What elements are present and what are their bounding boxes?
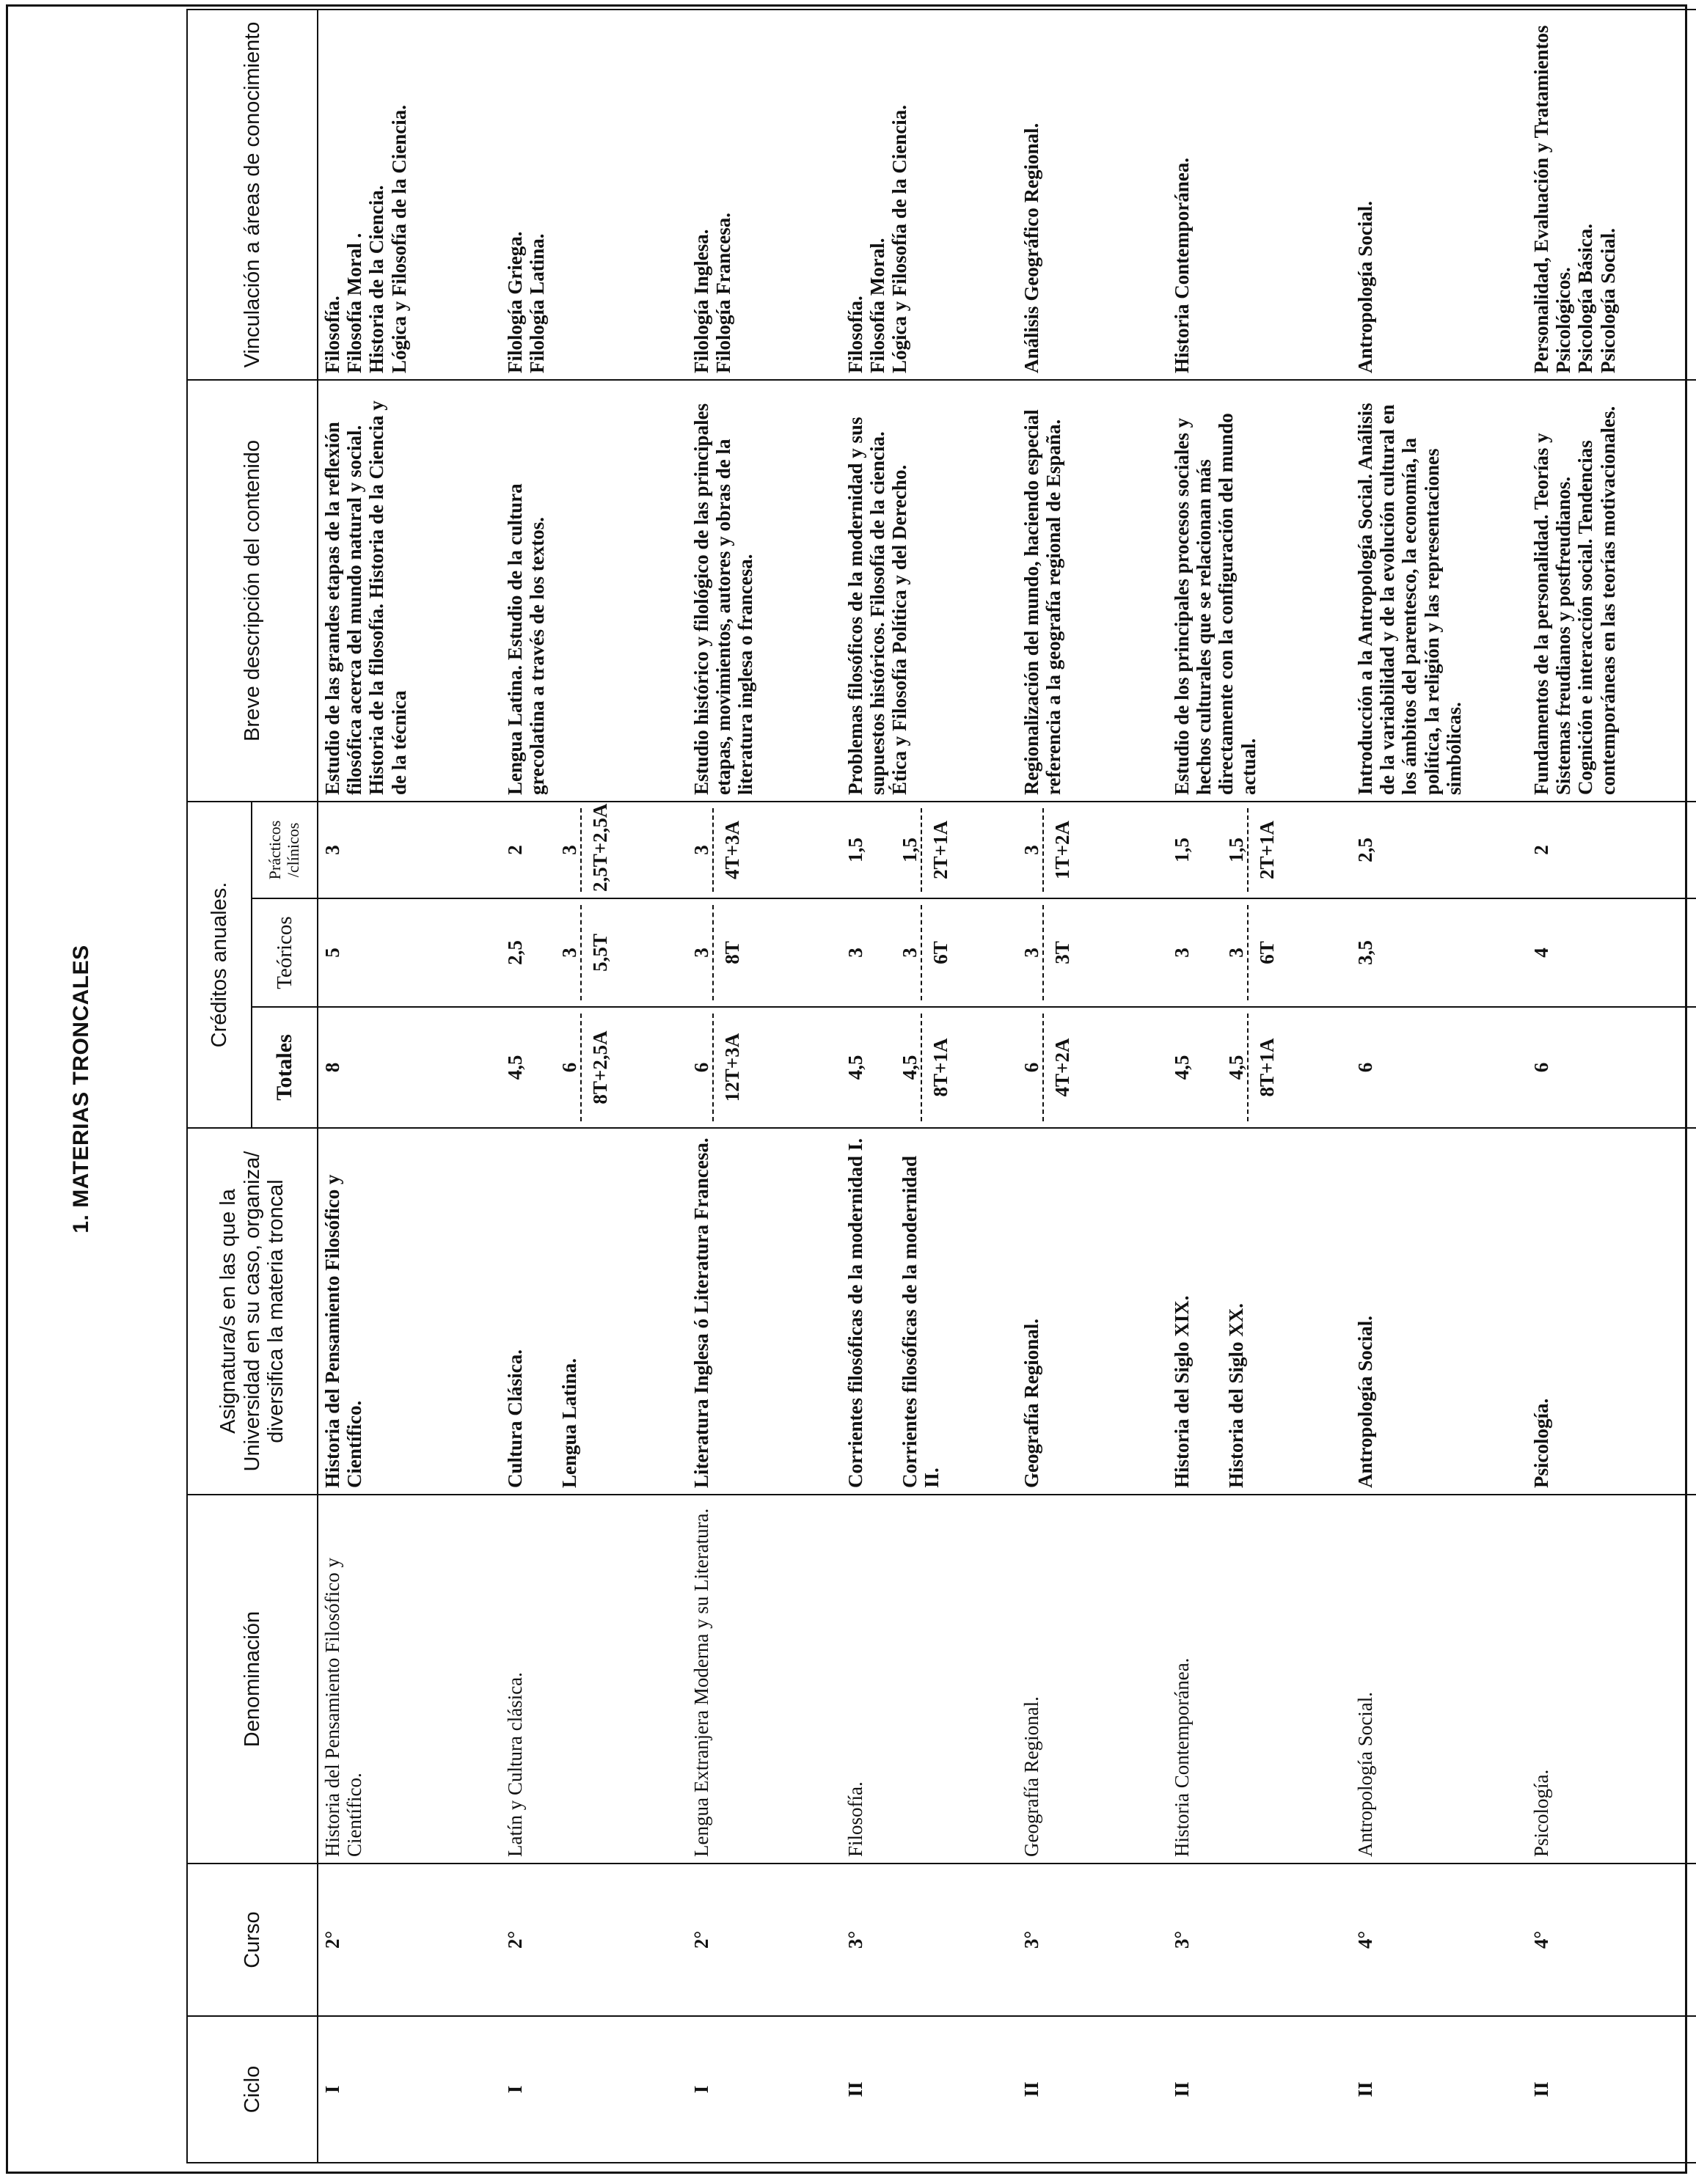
cell-descripcion — [841, 380, 1017, 802]
cell-practicos — [1017, 802, 1168, 898]
cell-totales — [841, 1007, 1017, 1128]
practicos-value: 3 — [690, 845, 712, 855]
teoricos-split-value: 8T — [712, 905, 743, 1000]
teoricos-split-value: 5,5T — [580, 905, 611, 1000]
cell-curso — [501, 1864, 687, 2016]
vinculacion-item: Psicología Básica. — [1574, 223, 1597, 373]
vinculacion-item: Antropología Social. — [1354, 200, 1376, 373]
totales-value: 6 — [1020, 1062, 1042, 1073]
cell-ciclo — [1168, 2016, 1351, 2163]
totales-value: 4,5 — [504, 1055, 526, 1080]
cell-asignaturas — [1351, 1128, 1527, 1495]
cell-teoricos — [687, 898, 841, 1007]
cell-curso — [318, 1864, 501, 2016]
practicos-value: 3 — [558, 845, 581, 855]
ciclo-value: II — [844, 2081, 866, 2097]
denominacion-value: Geografía Regional. — [1020, 1696, 1042, 1857]
totales-split-value: 8T+2,5A — [580, 1014, 611, 1121]
cell-descripcion — [1527, 380, 1696, 802]
cell-curso — [841, 1864, 1017, 2016]
totales-value: 4,5 — [844, 1055, 866, 1080]
practicos-value: 2,5 — [1354, 838, 1376, 862]
practicos-value: 1,5 — [1225, 838, 1248, 862]
ciclo-value: II — [1020, 2081, 1042, 2097]
denominacion-value: Latín y Cultura clásica. — [504, 1672, 526, 1857]
teoricos-value: 3 — [1020, 948, 1042, 958]
table-row — [841, 10, 1017, 2163]
cell-vinculacion — [1168, 10, 1351, 380]
totales-split-value: 8T+1A — [1247, 1014, 1278, 1121]
curso-value: 2° — [690, 1930, 712, 1949]
teoricos-value: 4 — [1530, 948, 1552, 958]
cell-practicos — [1351, 802, 1527, 898]
cell-teoricos — [1527, 898, 1696, 1007]
cell-teoricos — [318, 898, 501, 1007]
descripcion-value: Lengua Latina. Estudio de la cultura grecolatina a través de los textos. — [504, 483, 549, 795]
cell-asignaturas — [501, 1128, 687, 1495]
cell-descripcion — [501, 380, 687, 802]
cell-ciclo — [687, 2016, 841, 2163]
curso-value: 2° — [504, 1930, 526, 1949]
cell-ciclo — [318, 2016, 501, 2163]
asignatura-item: Cultura Clásica. — [504, 1349, 526, 1488]
cell-curso — [1017, 1864, 1168, 2016]
cell-ciclo — [1527, 2016, 1696, 2163]
totales-value: 6 — [1530, 1062, 1552, 1073]
cell-denominacion — [1017, 1495, 1168, 1864]
totales-value: 8 — [321, 1062, 343, 1073]
asignatura-item: Historia del Siglo XIX. — [1171, 1295, 1193, 1488]
descripcion-value: Introducción a la Antropología Social. Análisis de la variabilidad y de la evolución cultural en los ámbitos del parentesco, la economía, la política, la religión y las representaciones simbólicas. — [1354, 403, 1465, 795]
curso-value: 3° — [1020, 1930, 1042, 1949]
totales-value: 6 — [1354, 1062, 1376, 1073]
header-asignaturas: Asignatura/s en las que la Universidad en su caso, organiza/ diversifica la materia troncal — [187, 1128, 318, 1495]
curso-value: 3° — [1171, 1930, 1193, 1949]
header-creditos: Créditos anuales. — [187, 802, 252, 1128]
vinculacion-item: Lógica y Filosofía de la Ciencia. — [888, 104, 911, 373]
vinculacion-item: Historia Contemporánea. — [1171, 158, 1193, 373]
table-row — [687, 10, 841, 2163]
table-row — [318, 10, 501, 2163]
teoricos-value: 2,5 — [504, 940, 526, 965]
cell-vinculacion — [1017, 10, 1168, 380]
denominacion-value: Antropología Social. — [1354, 1692, 1376, 1857]
teoricos-value: 5 — [321, 948, 343, 958]
teoricos-value: 3 — [558, 948, 581, 958]
cell-asignaturas — [1527, 1128, 1696, 1495]
table-row — [1527, 10, 1696, 2163]
cell-asignaturas — [687, 1128, 841, 1495]
table-body — [318, 10, 1696, 2163]
asignatura-item: Antropología Social. — [1354, 1315, 1376, 1488]
descripcion-value: Regionalización del mundo, haciendo especial referencia a la geografía regional de España. — [1020, 409, 1065, 795]
curso-value: 4° — [1354, 1930, 1376, 1949]
totales-split-value: 12T+3A — [712, 1014, 743, 1121]
cell-descripcion — [1168, 380, 1351, 802]
cell-teoricos — [841, 898, 1017, 1007]
cell-ciclo — [1351, 2016, 1527, 2163]
descripcion-value: Estudio de las grandes etapas de la reflexión filosófica acerca del mundo natural y social. Historia de la filosofía. Historia de la Ciencia y de la técnica — [321, 400, 410, 795]
cell-totales — [1017, 1007, 1168, 1128]
practicos-value: 2 — [1530, 845, 1552, 855]
cell-teoricos — [1017, 898, 1168, 1007]
practicos-value: 1,5 — [899, 838, 921, 862]
vinculacion-item: Filosofía. — [844, 296, 866, 373]
totales-value: 6 — [690, 1062, 712, 1073]
cell-totales — [1168, 1007, 1351, 1128]
descripcion-value: Estudio de los principales procesos sociales y hechos culturales que se relacionan más directamente con la configuración del mundo actual. — [1171, 413, 1260, 795]
header-teoricos: Teóricos — [252, 898, 318, 1007]
cell-denominacion — [318, 1495, 501, 1864]
cell-denominacion — [501, 1495, 687, 1864]
curso-value: 3° — [844, 1930, 866, 1949]
teoricos-split-value: 6T — [1247, 905, 1278, 1000]
cell-asignaturas — [1017, 1128, 1168, 1495]
cell-practicos — [841, 802, 1017, 898]
cell-denominacion — [1168, 1495, 1351, 1864]
cell-vinculacion — [687, 10, 841, 380]
cell-curso — [1168, 1864, 1351, 2016]
vinculacion-item: Filología Latina. — [526, 233, 549, 373]
denominacion-value: Lengua Extranjera Moderna y su Literatura. — [690, 1508, 712, 1857]
cell-practicos — [501, 802, 687, 898]
rotated-table-page — [6, 4, 1687, 2174]
practicos-split-value: 2,5T+2,5A — [580, 808, 611, 892]
table-row — [501, 10, 687, 2163]
ciclo-value: I — [504, 2085, 526, 2094]
practicos-split-value: 2T+1A — [921, 808, 951, 892]
cell-ciclo — [1017, 2016, 1168, 2163]
asignatura-item: Corrientes filosóficas de la modernidad I. — [844, 1138, 866, 1488]
practicos-split-value: 1T+2A — [1042, 808, 1073, 892]
cell-practicos — [1527, 802, 1696, 898]
totales-split-value: 8T+1A — [921, 1014, 951, 1121]
materias-troncales-table — [186, 9, 1696, 2163]
document-title: 1. MATERIAS TRONCALES — [69, 945, 93, 1234]
descripcion-value: Fundamentos de la personalidad. Teorías y Sistemas freudianos y postfreudianos. Cognición e interacción social. Tendencias contemporáneas en las teorías motivacionales. — [1530, 406, 1619, 795]
cell-practicos — [687, 802, 841, 898]
vinculacion-item: Lógica y Filosofía de la Ciencia. — [387, 104, 410, 373]
teoricos-value: 3 — [690, 948, 712, 958]
teoricos-value: 3 — [1171, 948, 1193, 958]
vinculacion-item: Psicología Social. — [1596, 227, 1619, 373]
cell-vinculacion — [1351, 10, 1527, 380]
cell-ciclo — [501, 2016, 687, 2163]
asignatura-item: Historia del Siglo XX. — [1225, 1302, 1248, 1488]
cell-curso — [687, 1864, 841, 2016]
ciclo-value: I — [690, 2085, 712, 2094]
cell-denominacion — [1351, 1495, 1527, 1864]
asignatura-item: Psicología. — [1530, 1398, 1552, 1488]
curso-value: 4° — [1530, 1930, 1552, 1949]
denominacion-value: Filosofía. — [844, 1781, 866, 1857]
descripcion-value: Estudio histórico y filológico de las principales etapas, movimientos, autores y obras de la literatura inglesa o francesa. — [690, 403, 757, 795]
vinculacion-item: Filosofía Moral. — [866, 238, 889, 373]
vinculacion-item: Filosofía. — [321, 296, 343, 373]
cell-practicos — [1168, 802, 1351, 898]
header-practicos: Prácticos /clínicos — [252, 802, 318, 898]
cell-denominacion — [1527, 1495, 1696, 1864]
header-descripcion: Breve descripción del contenido — [187, 380, 318, 802]
cell-totales — [501, 1007, 687, 1128]
teoricos-split-value: 6T — [921, 905, 951, 1000]
cell-denominacion — [841, 1495, 1017, 1864]
ciclo-value: I — [321, 2085, 343, 2094]
vinculacion-item: Análisis Geográfico Regional. — [1020, 122, 1042, 373]
vinculacion-item: Filosofía Moral . — [343, 232, 366, 373]
cell-practicos — [318, 802, 501, 898]
ciclo-value: II — [1171, 2081, 1193, 2097]
practicos-split-value: 2T+1A — [1247, 808, 1278, 892]
cell-descripcion — [1017, 380, 1168, 802]
practicos-value: 2 — [504, 845, 526, 855]
practicos-split-value: 4T+3A — [712, 808, 743, 892]
practicos-value: 3 — [1020, 845, 1042, 855]
table-row — [1351, 10, 1527, 2163]
vinculacion-item: Filología Francesa. — [712, 213, 735, 373]
teoricos-value: 3 — [844, 948, 866, 958]
cell-vinculacion — [841, 10, 1017, 380]
denominacion-value: Historia del Pensamiento Filosófico y Científico. — [321, 1558, 366, 1857]
asignatura-item: Historia del Pensamiento Filosófico y Científico. — [321, 1174, 366, 1488]
cell-teoricos — [1351, 898, 1527, 1007]
asignatura-item: Corrientes filosóficas de la modernidad II. — [899, 1156, 943, 1488]
ciclo-value: II — [1354, 2081, 1376, 2097]
vinculacion-item: Filología Inglesa. — [690, 229, 712, 373]
descripcion-value: Problemas filosóficos de la modernidad y sus supuestos históricos. Filosofía de la ciencia. Ética y Filosofía Política y del Derecho. — [844, 417, 911, 795]
cell-totales — [1351, 1007, 1527, 1128]
cell-totales — [318, 1007, 501, 1128]
cell-denominacion — [687, 1495, 841, 1864]
cell-descripcion — [1351, 380, 1527, 802]
header-ciclo: Ciclo — [187, 2016, 318, 2163]
teoricos-value: 3 — [1225, 948, 1248, 958]
asignatura-item: Lengua Latina. — [558, 1357, 581, 1488]
cell-teoricos — [1168, 898, 1351, 1007]
practicos-value: 1,5 — [844, 838, 866, 862]
ciclo-value: II — [1530, 2081, 1552, 2097]
practicos-value: 1,5 — [1171, 838, 1193, 862]
header-curso: Curso — [187, 1864, 318, 2016]
cell-asignaturas — [318, 1128, 501, 1495]
teoricos-split-value: 3T — [1042, 905, 1073, 1000]
cell-totales — [687, 1007, 841, 1128]
cell-ciclo — [841, 2016, 1017, 2163]
header-totales: Totales — [252, 1007, 318, 1128]
totales-split-value: 4T+2A — [1042, 1014, 1073, 1121]
cell-descripcion — [318, 380, 501, 802]
totales-value: 4,5 — [899, 1055, 921, 1080]
vinculacion-item: Historia de la Ciencia. — [365, 185, 388, 373]
cell-vinculacion — [1527, 10, 1696, 380]
cell-asignaturas — [1168, 1128, 1351, 1495]
curso-value: 2° — [321, 1930, 343, 1949]
teoricos-value: 3,5 — [1354, 940, 1376, 965]
cell-curso — [1351, 1864, 1527, 2016]
denominacion-value: Historia Contemporánea. — [1171, 1657, 1193, 1857]
cell-totales — [1527, 1007, 1696, 1128]
denominacion-value: Psicología. — [1530, 1769, 1552, 1857]
vinculacion-item: Filología Griega. — [504, 231, 526, 373]
table-row — [1017, 10, 1168, 2163]
cell-vinculacion — [501, 10, 687, 380]
cell-descripcion — [687, 380, 841, 802]
cell-teoricos — [501, 898, 687, 1007]
totales-value: 6 — [558, 1062, 581, 1073]
header-vinculacion: Vinculación a áreas de conocimiento — [187, 10, 318, 380]
totales-value: 4,5 — [1171, 1055, 1193, 1080]
cell-curso — [1527, 1864, 1696, 2016]
asignatura-item: Geografía Regional. — [1020, 1319, 1042, 1488]
teoricos-value: 3 — [899, 948, 921, 958]
vinculacion-item: Personalidad, Evaluación y Tratamientos Psicológicos. — [1530, 25, 1575, 373]
table-row — [1168, 10, 1351, 2163]
header-denominacion: Denominación — [187, 1495, 318, 1864]
cell-vinculacion — [318, 10, 501, 380]
cell-asignaturas — [841, 1128, 1017, 1495]
totales-value: 4,5 — [1225, 1055, 1248, 1080]
practicos-value: 3 — [321, 845, 343, 855]
asignatura-item: Literatura Inglesa ó Literatura Francesa. — [690, 1137, 712, 1488]
